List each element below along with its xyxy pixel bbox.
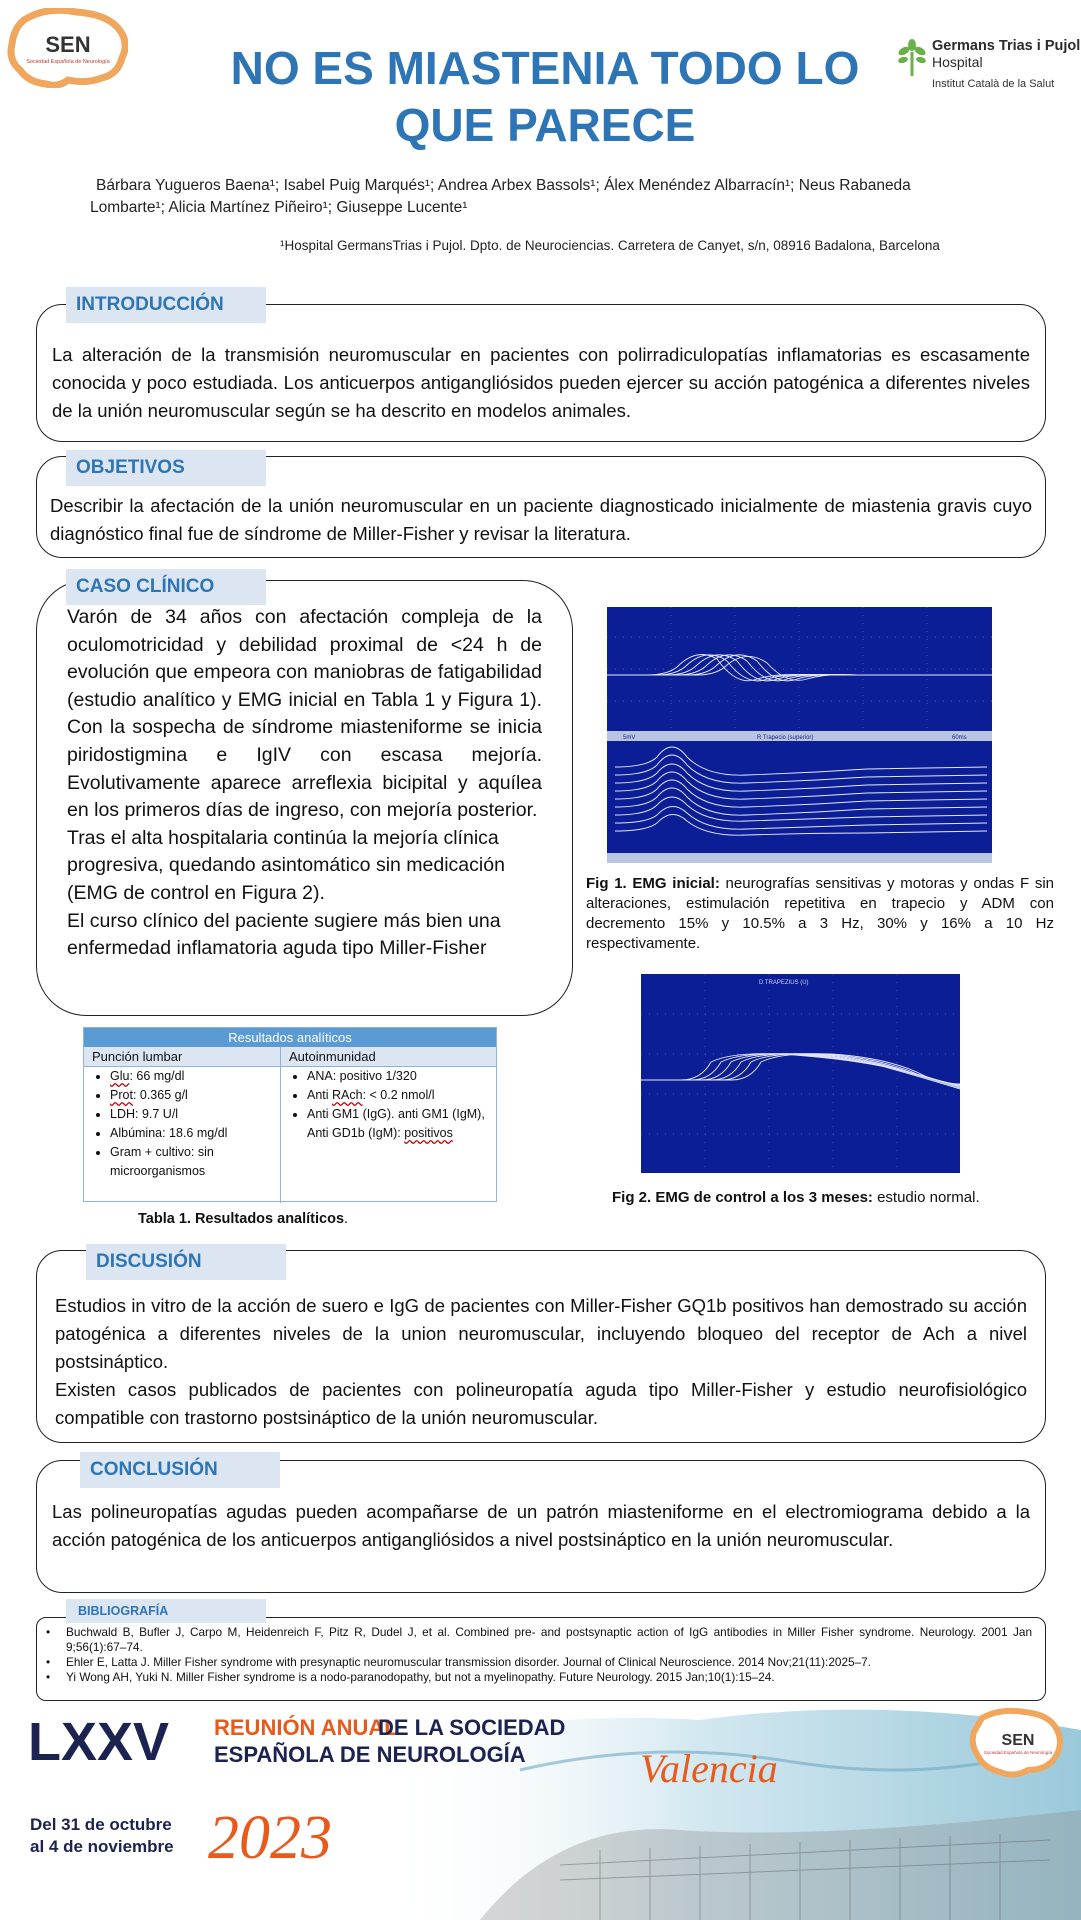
hospital-sub: Hospital — [932, 54, 983, 70]
fig2-caption-rest: estudio normal. — [872, 1189, 980, 1206]
footer-line2: ESPAÑOLA DE NEUROLOGÍA — [214, 1742, 526, 1767]
table-col1-header: Punción lumbar — [84, 1047, 280, 1067]
table-value: Anti — [307, 1088, 333, 1102]
hospital-name: Germans Trias i Pujol — [932, 38, 1081, 54]
table-cell — [307, 1105, 496, 1143]
fig1-panel-left: 5mV — [623, 735, 636, 741]
intro-text: La alteración de la transmisión neuromuscular en pacientes con polirradiculopatías inflamatorias es escasamente conocida y poco estudiada. Los anticuerpos antigangliósidos pueden ejercer su acción patogénica a diferentes niveles de la unión neuromuscular según se ha descrito en modelos animales. — [52, 344, 1030, 421]
conclusion-text: Las polineuropatías agudas pueden acompañarse de un patrón miasteniforme en el electromiograma debido a la acción patogénica de los anticuerpos antigangliósidos a nivel postsináptico en la unión neuromuscular. — [52, 1501, 1030, 1550]
table-cell — [110, 1086, 280, 1105]
fig1-caption-rest: neurografías sensitivas y motoras y ondas F sin alteraciones, estimulación repetitiva en trapecio y ADM con decremento 15% y 10.5% a 3 Hz, 30% y 16% a 10 Hz respectivamente. — [586, 875, 1055, 952]
sen-logo — [6, 8, 128, 88]
footer-year: 2023 — [208, 1804, 332, 1872]
fig1-panel-right: 60ms — [952, 735, 967, 741]
table-col2-header: Autoinmunidad — [281, 1047, 496, 1067]
table-col1 — [84, 1067, 280, 1181]
table-key: Prot — [110, 1088, 133, 1102]
caso-paragraph-3: El curso clínico del paciente sugiere más bien una enfermedad inflamatoria aguda tipo Miller-Fisher — [67, 909, 501, 960]
leaf-icon — [896, 38, 928, 78]
footer-roman: LXXV — [28, 1712, 170, 1772]
sen-logo-text: SEN — [45, 32, 91, 57]
fig2-emg-traces — [641, 974, 960, 1173]
conclusion-label: CONCLUSIÓN — [80, 1452, 280, 1488]
table-caption-bold: Tabla 1. Resultados analíticos — [138, 1211, 345, 1227]
objetivos-label: OBJETIVOS — [66, 450, 266, 486]
footer-dates-2: al 4 de noviembre — [30, 1837, 174, 1856]
discusion-label: DISCUSIÓN — [86, 1244, 286, 1280]
congress-footer — [0, 1700, 1081, 1920]
list-item: • Buchwald B, Bufler J, Carpo M, Heidenreich F, Pitz R, Dudel J, et al. Combined pre- and postsynaptic action of IgG antibodies in Miller Fisher syndrome. Neurology. 2001 Jan 9;56(1):67–74. — [46, 1625, 1032, 1655]
table-cell — [307, 1086, 496, 1105]
footer-sen-logo — [973, 1711, 1060, 1775]
fig1-caption — [586, 874, 1054, 954]
authors-line-2: Lombarte¹; Alicia Martínez Piñeiro¹; Giuseppe Lucente¹ — [90, 199, 468, 216]
bibliografia-label: BIBLIOGRAFÍA — [66, 1599, 266, 1623]
fig1-emg-image — [607, 607, 992, 863]
table-title: Resultados analíticos — [84, 1028, 496, 1047]
list-item: • Yi Wong AH, Yuki N. Miller Fisher syndrome is a nodo-paranodopathy, but not a myelinopathy. Future Neurology. 2015 Jan;10(1):15–24. — [46, 1670, 1032, 1685]
footer-line1-a: REUNIÓN ANUAL — [214, 1715, 398, 1740]
table-value: : 0.365 g/l — [132, 1088, 188, 1102]
footer-line1-b: DE LA SOCIEDAD — [378, 1715, 566, 1740]
table-value: : 66 mg/dl — [129, 1069, 185, 1083]
caso-paragraph-1: Varón de 34 años con afectación compleja de la oculomotricidad y debilidad proximal de <24 h de evolución que empeora con maniobras de fatigabilidad (estudio analítico y EMG inicial en Tabla 1 y Figura 1). Con la sospecha de síndrome miasteniforme se inicia piridostigmina e IgIV con escasa mejoría. Evolutivamente aparece arreflexia bicipital y aquílea en los primeros días de ingreso, con mejoría posterior. — [67, 606, 542, 822]
caso-paragraph-2: Tras el alta hospitalaria continúa la mejoría clínica progresiva, quedando asintomático sin medicación (EMG de control en Figura 2). — [67, 826, 505, 904]
fig2-emg-image — [641, 974, 960, 1173]
fig2-caption — [612, 1188, 1072, 1208]
sen-logo-sub: Sociedad Española de Neurología — [26, 59, 110, 65]
table-cell: • ANA: positivo 1/320 — [307, 1067, 496, 1086]
table-key: positivos — [404, 1126, 453, 1140]
table-caption — [138, 1209, 538, 1229]
discusion-paragraph-1: Estudios in vitro de la acción de suero e IgG de pacientes con Miller-Fisher GQ1b positivos han demostrado su acción patogénica a diferentes niveles de la union neuromuscular, incluyendo bloqueo del receptor de Ach a nivel postsináptico. — [55, 1295, 1027, 1372]
discusion-text — [55, 1292, 1027, 1432]
caso-label: CASO CLÍNICO — [66, 569, 266, 605]
title-line-1: NO ES MIASTENIA TODO LO — [230, 42, 860, 94]
list-item: • Ehler E, Latta J. Miller Fisher syndrome with presynaptic neuromuscular transmission disorder. Journal of Clinical Neuroscience. 2014 Nov;21(11):2025–7. — [46, 1655, 1032, 1670]
discusion-paragraph-2: Existen casos publicados de pacientes con polineuropatía aguda tipo Miller-Fisher y estudio neurofisiológico compatible con trastorno postsináptico de la unión neuromuscular. — [55, 1379, 1027, 1428]
table-cell: • LDH: 9.7 U/l — [110, 1105, 280, 1124]
bibliography-list — [46, 1625, 1032, 1685]
authors-line-1: Bárbara Yugueros Baena¹; Isabel Puig Marqués¹; Andrea Arbex Bassols¹; Álex Menéndez Albarracín¹; Neus Rabaneda — [96, 177, 911, 194]
results-table — [83, 1027, 497, 1202]
table-col2 — [281, 1067, 496, 1143]
table-value: : < 0.2 nmol/l — [362, 1088, 435, 1102]
fig1-emg-traces — [607, 607, 992, 863]
fig2-caption-bold: Fig 2. EMG de control a los 3 meses: — [612, 1189, 873, 1206]
footer-dates-1: Del 31 de octubre — [30, 1815, 172, 1834]
hospital-logo — [896, 38, 1081, 98]
footer-sen-sub: Sociedad Española de Neurología — [983, 1750, 1053, 1755]
hospital-institute: Institut Català de la Salut — [932, 78, 1055, 90]
table-key: RAch — [332, 1088, 363, 1102]
table-key: Glu — [110, 1069, 130, 1083]
footer-city: Valencia — [640, 1746, 778, 1791]
footer-sen-text: SEN — [1001, 1732, 1035, 1749]
caso-text — [67, 604, 542, 963]
affiliation: ¹Hospital GermansTrias i Pujol. Dpto. de Neurociencias. Carretera de Canyet, s/n, 08916 Badalona, Barcelona — [280, 238, 940, 253]
table-cell — [110, 1067, 280, 1086]
fig1-panel-mid: R Trapecio (superior) — [757, 735, 814, 741]
title-line-2: QUE PARECE — [394, 99, 696, 151]
poster-title — [180, 40, 910, 154]
table-cell: • Gram + cultivo: sin microorganismos — [110, 1143, 280, 1181]
intro-label: INTRODUCCIÓN — [66, 287, 266, 323]
table-value: Anti GM1 (IgG). anti GM1 (IgM), Anti GD1b (IgM): — [307, 1107, 485, 1140]
objetivos-text: Describir la afectación de la unión neuromuscular en un paciente diagnosticado inicialmente de miastenia gravis cuyo diagnóstico final fue de síndrome de Miller-Fisher y revisar la literatura. — [50, 495, 1032, 544]
table-caption-rest: . — [344, 1211, 349, 1227]
fig1-caption-bold: Fig 1. EMG inicial: — [586, 875, 720, 892]
authors — [90, 175, 1010, 219]
table-cell: • Albúmina: 18.6 mg/dl — [110, 1124, 280, 1143]
fig2-panel-label: D TRAPEZIUS (U) — [759, 980, 809, 986]
